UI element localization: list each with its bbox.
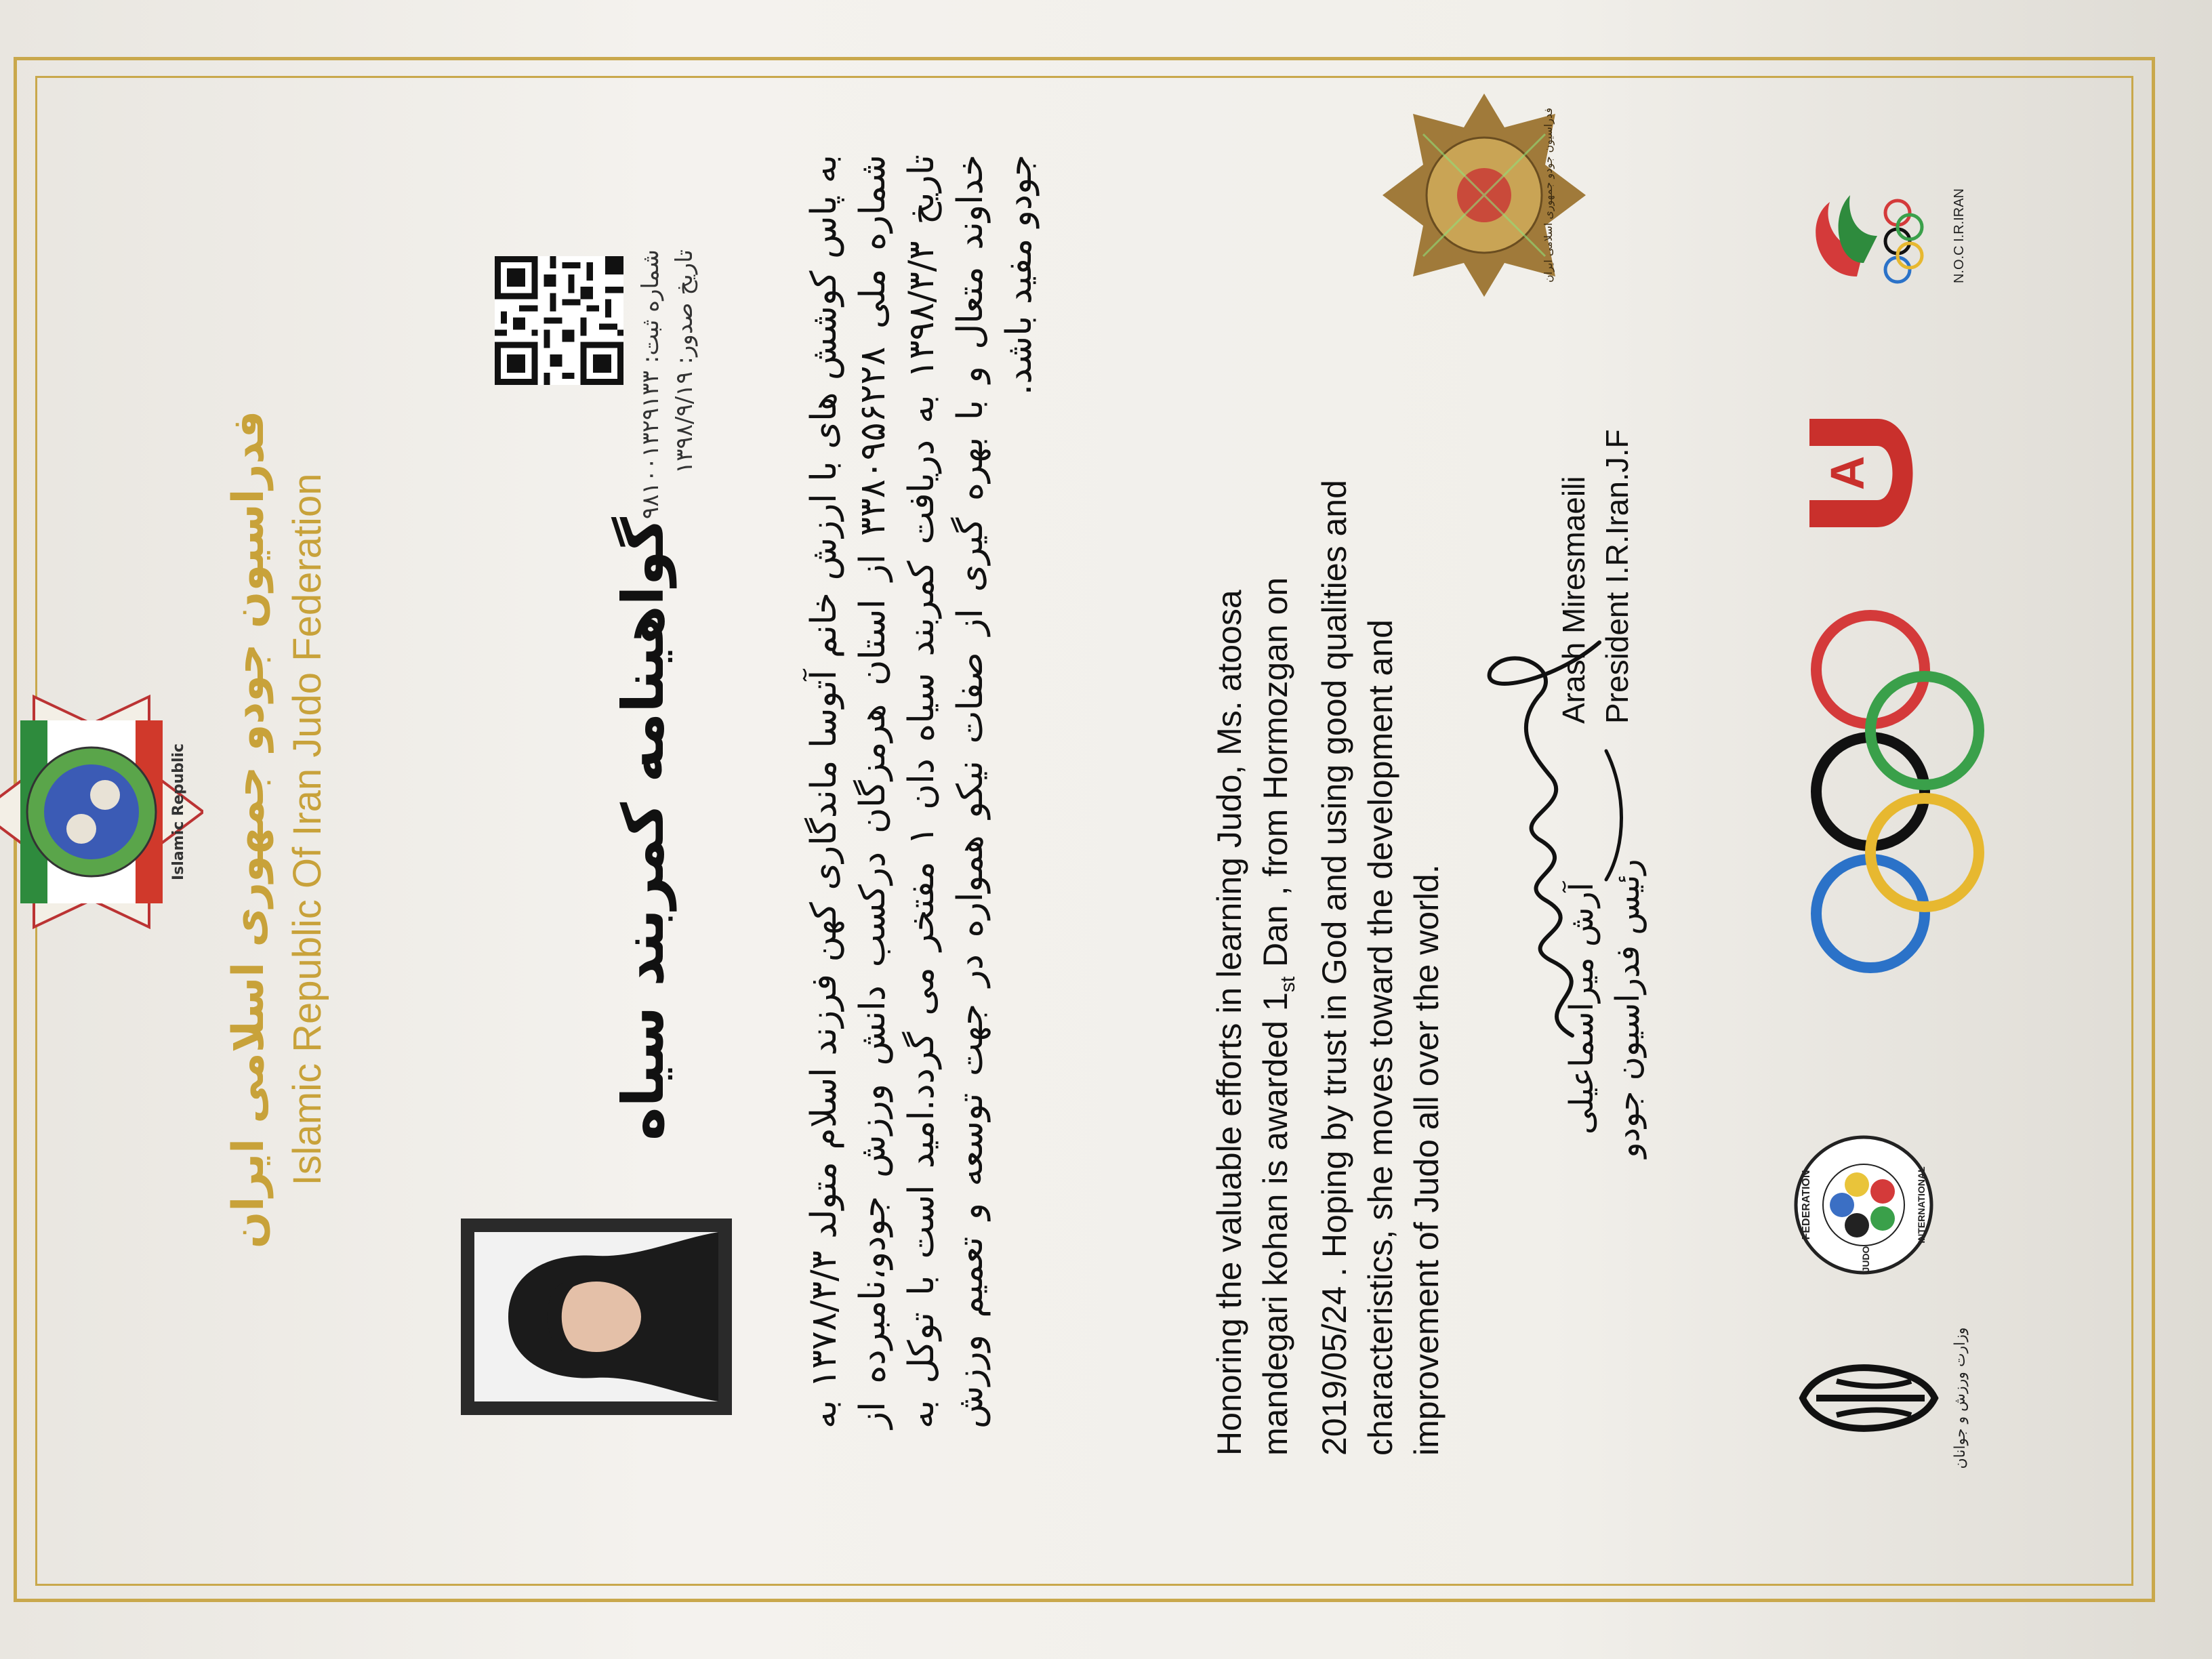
signatory-fa [1559, 832, 1651, 1185]
signatory-title-en: President I.R.Iran.J.F [1599, 429, 1635, 724]
signatory-name-fa: آرش میراسماعیلی [1563, 882, 1601, 1134]
noc-iran-logo-icon [1789, 168, 1925, 304]
signatory-title-fa: رئیس فدراسیون جودو [1609, 859, 1647, 1158]
body-en-line-2-pre: mandegari kohan is awarded 1 [1256, 992, 1294, 1456]
issue-date: تاریخ صدور: ۱۳۹۸/۹/۱۹ [671, 249, 698, 474]
olympic-rings-icon [1803, 602, 1992, 981]
federation-emblem-icon [0, 683, 203, 941]
registration-number: شماره ثبت: ۹۸۱۰۰۱۳۲۹۱۳۳ [637, 249, 664, 520]
emblem-text: Islamic Republic [170, 743, 187, 880]
ministry-label: وزارت ورزش و جوانان [1952, 1327, 1969, 1469]
recipient-photo [461, 1218, 732, 1415]
qr-code-icon [495, 256, 623, 385]
body-en-line-1: Honoring the valuable efforts in learning Judo, Ms. atoosa [1210, 590, 1248, 1456]
ministry-emblem-icon [1789, 1327, 1945, 1469]
ijf-logo-icon [1789, 1130, 1938, 1279]
body-en-line-2-post: Dan , from Hormozgan on [1256, 577, 1294, 977]
svg-text:A: A [1821, 455, 1874, 491]
noc-label: N.O.C I.R.IRAN [1952, 188, 1967, 284]
body-en-line-2 [1252, 371, 1311, 1456]
certificate-body-fa: به پاس کوشش های با ارزش خانم آتوسا ماندگاری کهن فرزند اسلام متولد ۱۳۷۸/۳/۳ به شماره ملی ۳۳۸۰۹۵۶۲۲۸ از استان هرمزگان درکسب دانش ورزش جودو،نامبرده از تاریخ ۱۳۹۸/۳/۳ به دریافت کمربند سیاه دان ۱ مفتخر می گردد.امید است با توکل به خداوند متعال و با بهره گیری از صفات نیکو همواره در جهت توسعه و تعمیم ورزش جودو مفید باشد. [804, 155, 1040, 1429]
body-en-line-3: 2019/05/24 . Hoping by trust in God and using good qualities and [1315, 480, 1353, 1456]
federation-name-fa: فدراسیون جودو جمهوری اسلامی ایران [224, 410, 274, 1249]
ijf-top-text: FEDERATION [1801, 1170, 1812, 1240]
certificate-body-en [1206, 371, 1450, 1456]
signatory-name-en: Arash Miresmaeili [1556, 476, 1591, 724]
body-en-line-4: characteristics, she moves toward the development and [1361, 619, 1399, 1456]
ijf-right-text: INTERNATIONAL [1916, 1166, 1927, 1244]
certificate-title: گواهینامه کمربند سیاه [610, 517, 676, 1141]
body-en-line-5: improvement of Judo all over the world. [1408, 864, 1446, 1456]
seal-text: فدراسیون جودو جمهوری اسلامی ایران [1542, 107, 1555, 283]
university-sport-logo-icon [1789, 405, 1925, 541]
ijf-left-text: JUDO [1860, 1246, 1871, 1273]
federation-name-en: Islamic Republic Of Iran Judo Federation [285, 473, 329, 1186]
body-en-ordinal: st [1277, 976, 1299, 993]
